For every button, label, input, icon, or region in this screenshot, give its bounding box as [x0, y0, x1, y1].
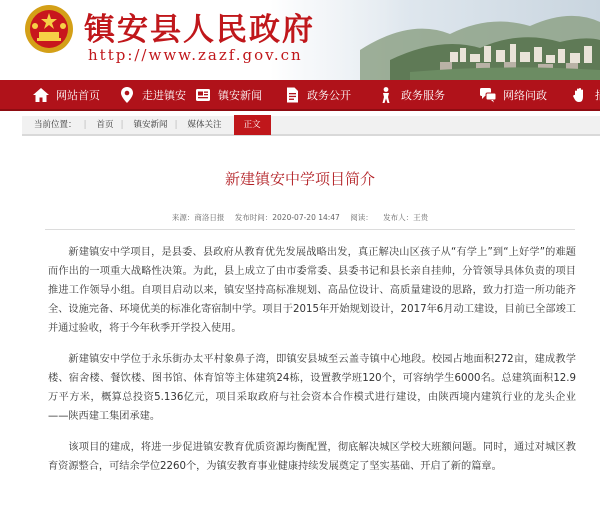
meta-divider	[45, 229, 575, 230]
nav-label: 政务服务	[401, 88, 445, 102]
nav-item-services[interactable]	[371, 79, 465, 110]
nav-label: 走进镇安	[142, 88, 186, 102]
news-icon	[194, 86, 212, 104]
person-icon	[377, 86, 395, 104]
location-pin-icon	[118, 86, 136, 104]
nav-item-online-inquiry[interactable]	[465, 79, 565, 110]
nav-label: 网络问政	[503, 88, 547, 102]
nav-item-news[interactable]	[182, 79, 275, 110]
site-title: 镇安县人民政府	[84, 12, 315, 48]
site-url[interactable]: http://www.zazf.gov.cn	[88, 46, 303, 64]
nav-item-home[interactable]	[0, 79, 100, 110]
article-author: 发布人：王贵	[383, 213, 429, 222]
chat-icon	[479, 86, 497, 104]
article-views: 阅读：	[350, 213, 373, 222]
breadcrumb-item-home[interactable]	[85, 115, 122, 135]
site-header	[0, 0, 600, 80]
nav-label: 招	[595, 88, 606, 102]
article-paragraph: 新建镇安中学项目，是县委、县政府从教育优先发展战略出发，真正解决山区孩子从“有学上”到“上好学”的难题而作出的一项重大战略性决策。为此，县上成立了由市委常委、县委书记和县长亲自挂帅，分管领导具体负责的项目推进工作领导小组。自项目启动以来，镇安坚持高标准规划、高品位设计、高质量建设的思路，致力打造一所功能齐全、设施完备、环境优美的标准化寄宿制中学。项目于2015年开始规划设计，2017年6月动工建设，目前已全部竣工并通过验收，将于今年秋季开学投入使用。	[48, 247, 576, 334]
home-icon	[32, 86, 50, 104]
article-title: 新建镇安中学项目简介	[224, 170, 375, 188]
article-published-time: 发布时间：2020-07-20 14:47	[234, 213, 340, 222]
breadcrumb-prefix	[22, 115, 85, 135]
breadcrumb-separator: |	[174, 120, 178, 130]
national-emblem-icon	[24, 4, 74, 54]
breadcrumb-label: 首页	[96, 120, 114, 130]
article-paragraph: 新建镇安中学位于永乐街办太平村象鼻子湾，即镇安县城至云盖寺镇中心地段。校园占地面积272亩，建成教学楼、宿舍楼、餐饮楼、图书馆、体育馆等主体建筑24栋，设置教学班120个，可容纳学生6000名。总建筑面积12.9万平方米，概算总投资5.136亿元，项目采取政府与社会资本合作模式进行建设，由陕西境内建筑行业的龙头企业——陕西建工集团承建。	[48, 354, 576, 422]
breadcrumb-separator: |	[83, 120, 87, 130]
article-paragraph: 该项目的建成，将进一步促进镇安教育优质资源均衡配置，彻底解决城区学校大班额问题。同时，通过对城区教育资源整合，可结余学位2260个，为镇安教育事业健康持续发展奠定了坚实基础、开启了新的篇章。	[48, 442, 576, 472]
nav-item-about[interactable]	[90, 79, 186, 110]
breadcrumb-label: 镇安新闻	[133, 120, 168, 130]
breadcrumb-item-media[interactable]	[176, 115, 230, 135]
hand-icon	[571, 86, 589, 104]
nav-label: 政务公开	[307, 88, 351, 102]
breadcrumb-prefix-label: 当前位置：	[34, 120, 77, 130]
document-icon	[283, 86, 301, 104]
nav-label: 镇安新闻	[218, 88, 262, 102]
nav-item-gov-affairs[interactable]	[275, 79, 371, 110]
article-body	[48, 243, 576, 488]
article-meta	[0, 212, 600, 223]
breadcrumb	[22, 116, 600, 136]
town-scenery-banner	[300, 0, 600, 80]
breadcrumb-current: 正文	[234, 115, 271, 135]
breadcrumb-label: 媒体关注	[187, 120, 222, 130]
breadcrumb-separator: |	[120, 120, 124, 130]
breadcrumb-item-news[interactable]	[122, 115, 176, 135]
article-source: 来源：商洛日报	[171, 213, 225, 222]
main-nav	[0, 80, 606, 111]
nav-item-recruit[interactable]	[565, 79, 606, 110]
nav-label: 网站首页	[56, 88, 100, 102]
